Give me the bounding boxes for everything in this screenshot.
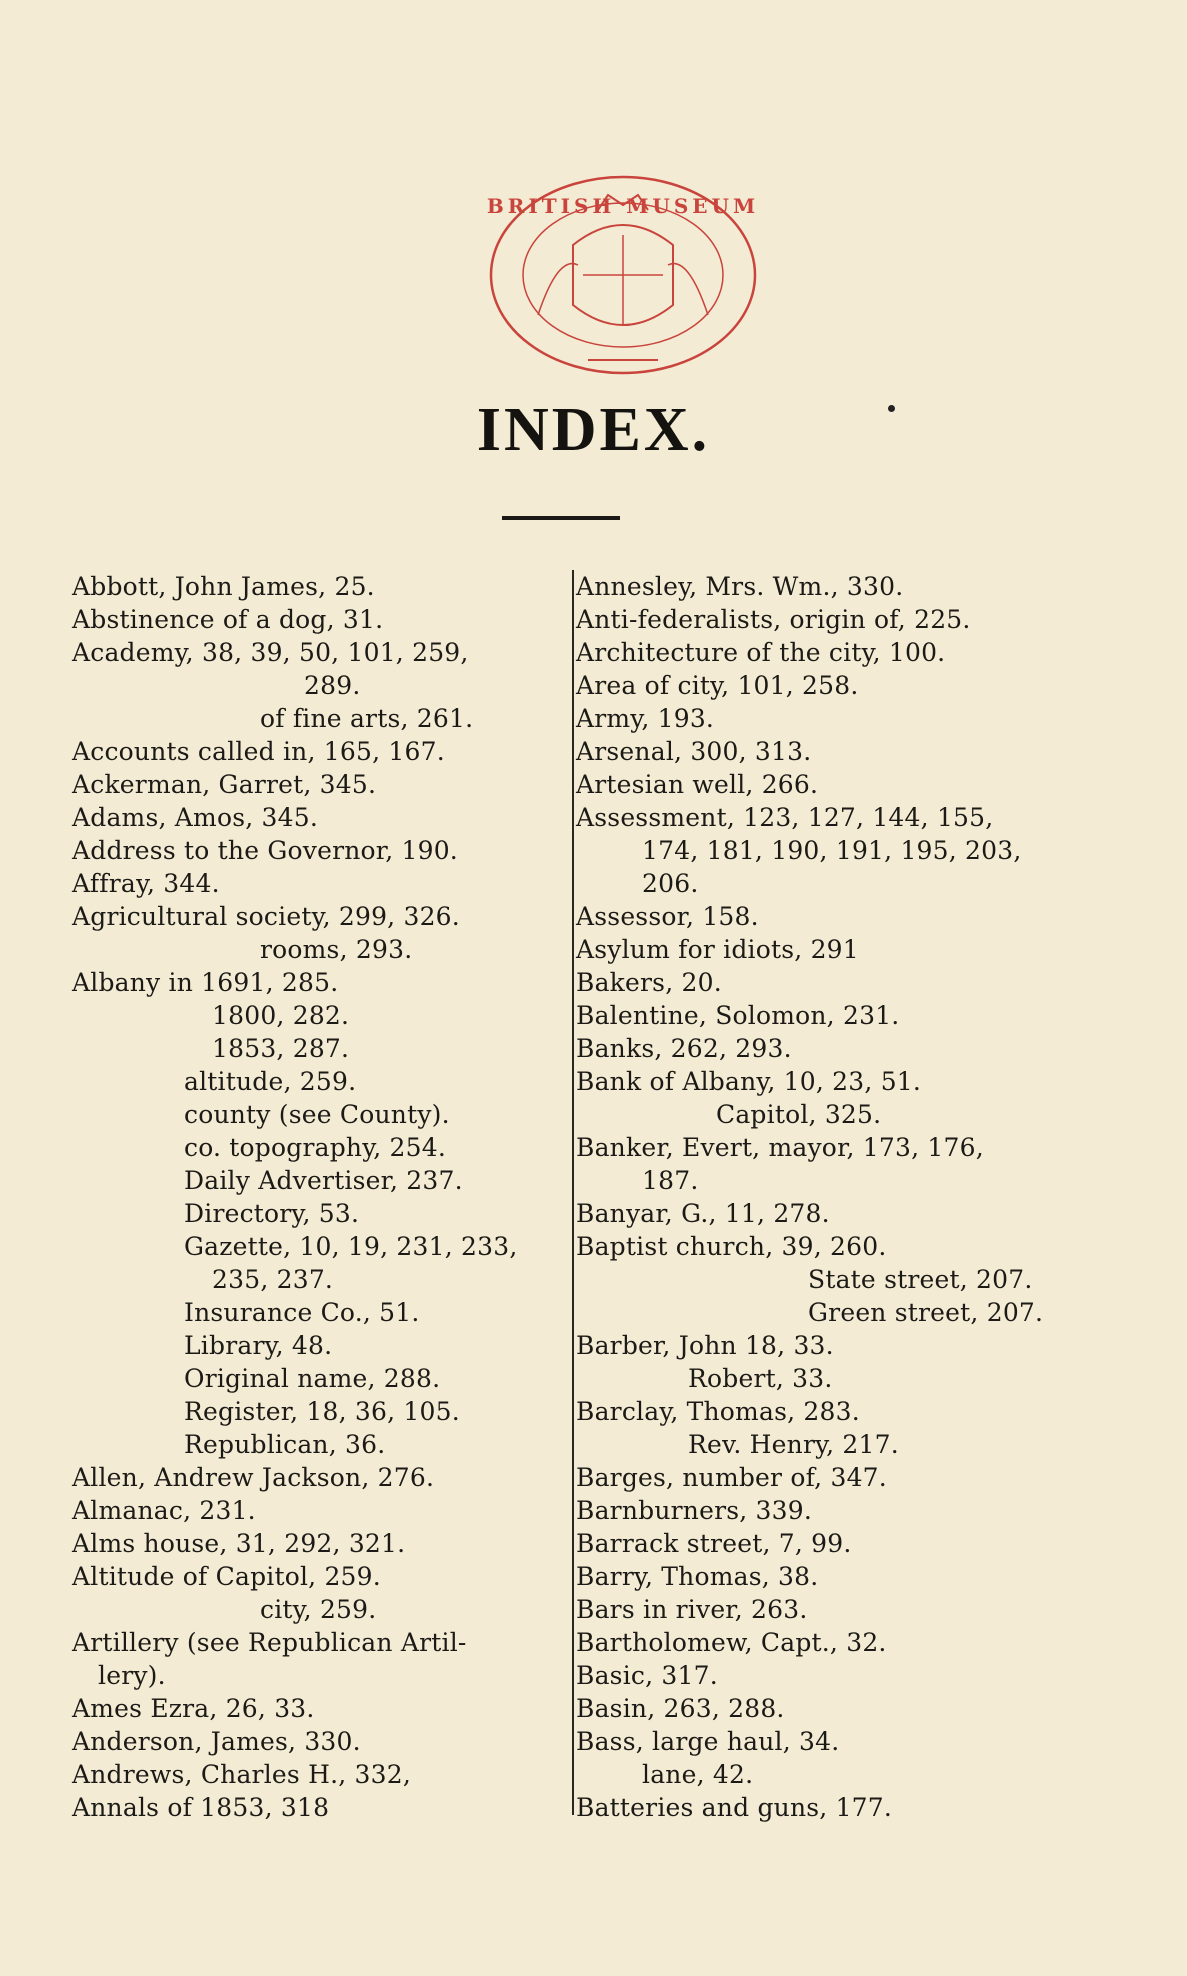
index-entry: Assessment, 123, 127, 144, 155, <box>576 803 994 832</box>
title-rule <box>502 516 620 520</box>
index-entry: rooms, 293. <box>260 935 413 964</box>
index-entry: lery). <box>98 1661 166 1690</box>
index-entry: Annesley, Mrs. Wm., 330. <box>576 572 904 601</box>
index-entry: 187. <box>642 1166 699 1195</box>
index-entry: Insurance Co., 51. <box>184 1298 420 1327</box>
index-entry: Ackerman, Garret, 345. <box>72 770 377 799</box>
index-entry: Basin, 263, 288. <box>576 1694 785 1723</box>
index-entry: State street, 207. <box>808 1265 1033 1294</box>
ink-speck <box>888 405 895 412</box>
index-entry: Gazette, 10, 19, 231, 233, <box>184 1232 518 1261</box>
index-entry: Green street, 207. <box>808 1298 1044 1327</box>
index-entry: Bank of Albany, 10, 23, 51. <box>576 1067 922 1096</box>
index-entry: Daily Advertiser, 237. <box>184 1166 463 1195</box>
index-entry: Barrack street, 7, 99. <box>576 1529 852 1558</box>
index-entry: Artesian well, 266. <box>576 770 819 799</box>
index-column-right <box>572 570 1076 1822</box>
index-entry: Barges, number of, 347. <box>576 1463 887 1492</box>
index-entry: Army, 193. <box>576 704 715 733</box>
index-entry: Banks, 262, 293. <box>576 1034 792 1063</box>
index-entry: Robert, 33. <box>688 1364 833 1393</box>
stamp-seal-icon <box>478 175 768 390</box>
index-entry: of fine arts, 261. <box>260 704 474 733</box>
index-entry: Annals of 1853, 318 <box>72 1793 330 1822</box>
index-entry: Assessor, 158. <box>576 902 759 931</box>
index-entry: Area of city, 101, 258. <box>576 671 859 700</box>
index-entry: Address to the Governor, 190. <box>72 836 458 865</box>
index-entry: county (see County). <box>184 1100 450 1129</box>
index-entry: Abbott, John James, 25. <box>72 572 375 601</box>
index-entry: Rev. Henry, 217. <box>688 1430 899 1459</box>
index-entry: Asylum for idiots, 291 <box>576 935 859 964</box>
index-entry: 1853, 287. <box>212 1034 350 1063</box>
index-entry: Academy, 38, 39, 50, 101, 259, <box>72 638 469 667</box>
index-entry: lane, 42. <box>642 1760 754 1789</box>
index-entry: Bass, large haul, 34. <box>576 1727 840 1756</box>
index-entry: Bartholomew, Capt., 32. <box>576 1628 887 1657</box>
index-entry: 1800, 282. <box>212 1001 350 1030</box>
index-entry: 235, 237. <box>212 1265 334 1294</box>
index-entry: Barnburners, 339. <box>576 1496 813 1525</box>
index-entry: Anti-federalists, origin of, 225. <box>576 605 971 634</box>
index-entry: Banyar, G., 11, 278. <box>576 1199 830 1228</box>
index-entry: Artillery (see Republican Artil- <box>72 1628 467 1657</box>
index-entry: Ames Ezra, 26, 33. <box>72 1694 315 1723</box>
index-entry: Almanac, 231. <box>72 1496 256 1525</box>
index-entry: Agricultural society, 299, 326. <box>72 902 460 931</box>
index-entry: Register, 18, 36, 105. <box>184 1397 460 1426</box>
library-stamp <box>478 175 768 390</box>
index-entry: Altitude of Capitol, 259. <box>72 1562 381 1591</box>
index-entry: Balentine, Solomon, 231. <box>576 1001 900 1030</box>
index-entry: Barclay, Thomas, 283. <box>576 1397 860 1426</box>
index-entry: Baptist church, 39, 260. <box>576 1232 887 1261</box>
index-entry: Abstinence of a dog, 31. <box>72 605 384 634</box>
index-entry: Capitol, 325. <box>716 1100 882 1129</box>
index-entry: Bakers, 20. <box>576 968 722 997</box>
index-entry: 289. <box>304 671 361 700</box>
index-entry: Directory, 53. <box>184 1199 360 1228</box>
index-entry: co. topography, 254. <box>184 1133 446 1162</box>
index-entry: Allen, Andrew Jackson, 276. <box>72 1463 435 1492</box>
index-entry: Arsenal, 300, 313. <box>576 737 812 766</box>
index-entry: Batteries and guns, 177. <box>576 1793 893 1822</box>
index-entry: Andrews, Charles H., 332, <box>72 1760 411 1789</box>
index-entry: Original name, 288. <box>184 1364 441 1393</box>
index-entry: Bars in river, 263. <box>576 1595 808 1624</box>
index-entry: Anderson, James, 330. <box>72 1727 361 1756</box>
index-entry: 206. <box>642 869 699 898</box>
svg-text:BRITISH MUSEUM: BRITISH MUSEUM <box>486 194 760 218</box>
index-entry: Barry, Thomas, 38. <box>576 1562 819 1591</box>
index-entry: Banker, Evert, mayor, 173, 176, <box>576 1133 984 1162</box>
index-entry: altitude, 259. <box>184 1067 357 1096</box>
index-entry: city, 259. <box>260 1595 377 1624</box>
index-entry: Adams, Amos, 345. <box>72 803 318 832</box>
index-entry: Barber, John 18, 33. <box>576 1331 834 1360</box>
index-entry: 174, 181, 190, 191, 195, 203, <box>642 836 1022 865</box>
index-entry: Architecture of the city, 100. <box>576 638 946 667</box>
index-column-left <box>72 570 562 1824</box>
index-entry: Affray, 344. <box>72 869 220 898</box>
index-entry: Republican, 36. <box>184 1430 386 1459</box>
page-title: INDEX. <box>476 396 711 464</box>
index-entry: Library, 48. <box>184 1331 333 1360</box>
index-entry: Alms house, 31, 292, 321. <box>72 1529 406 1558</box>
index-entry: Albany in 1691, 285. <box>72 968 339 997</box>
index-entry: Basic, 317. <box>576 1661 718 1690</box>
index-entry: Accounts called in, 165, 167. <box>72 737 445 766</box>
